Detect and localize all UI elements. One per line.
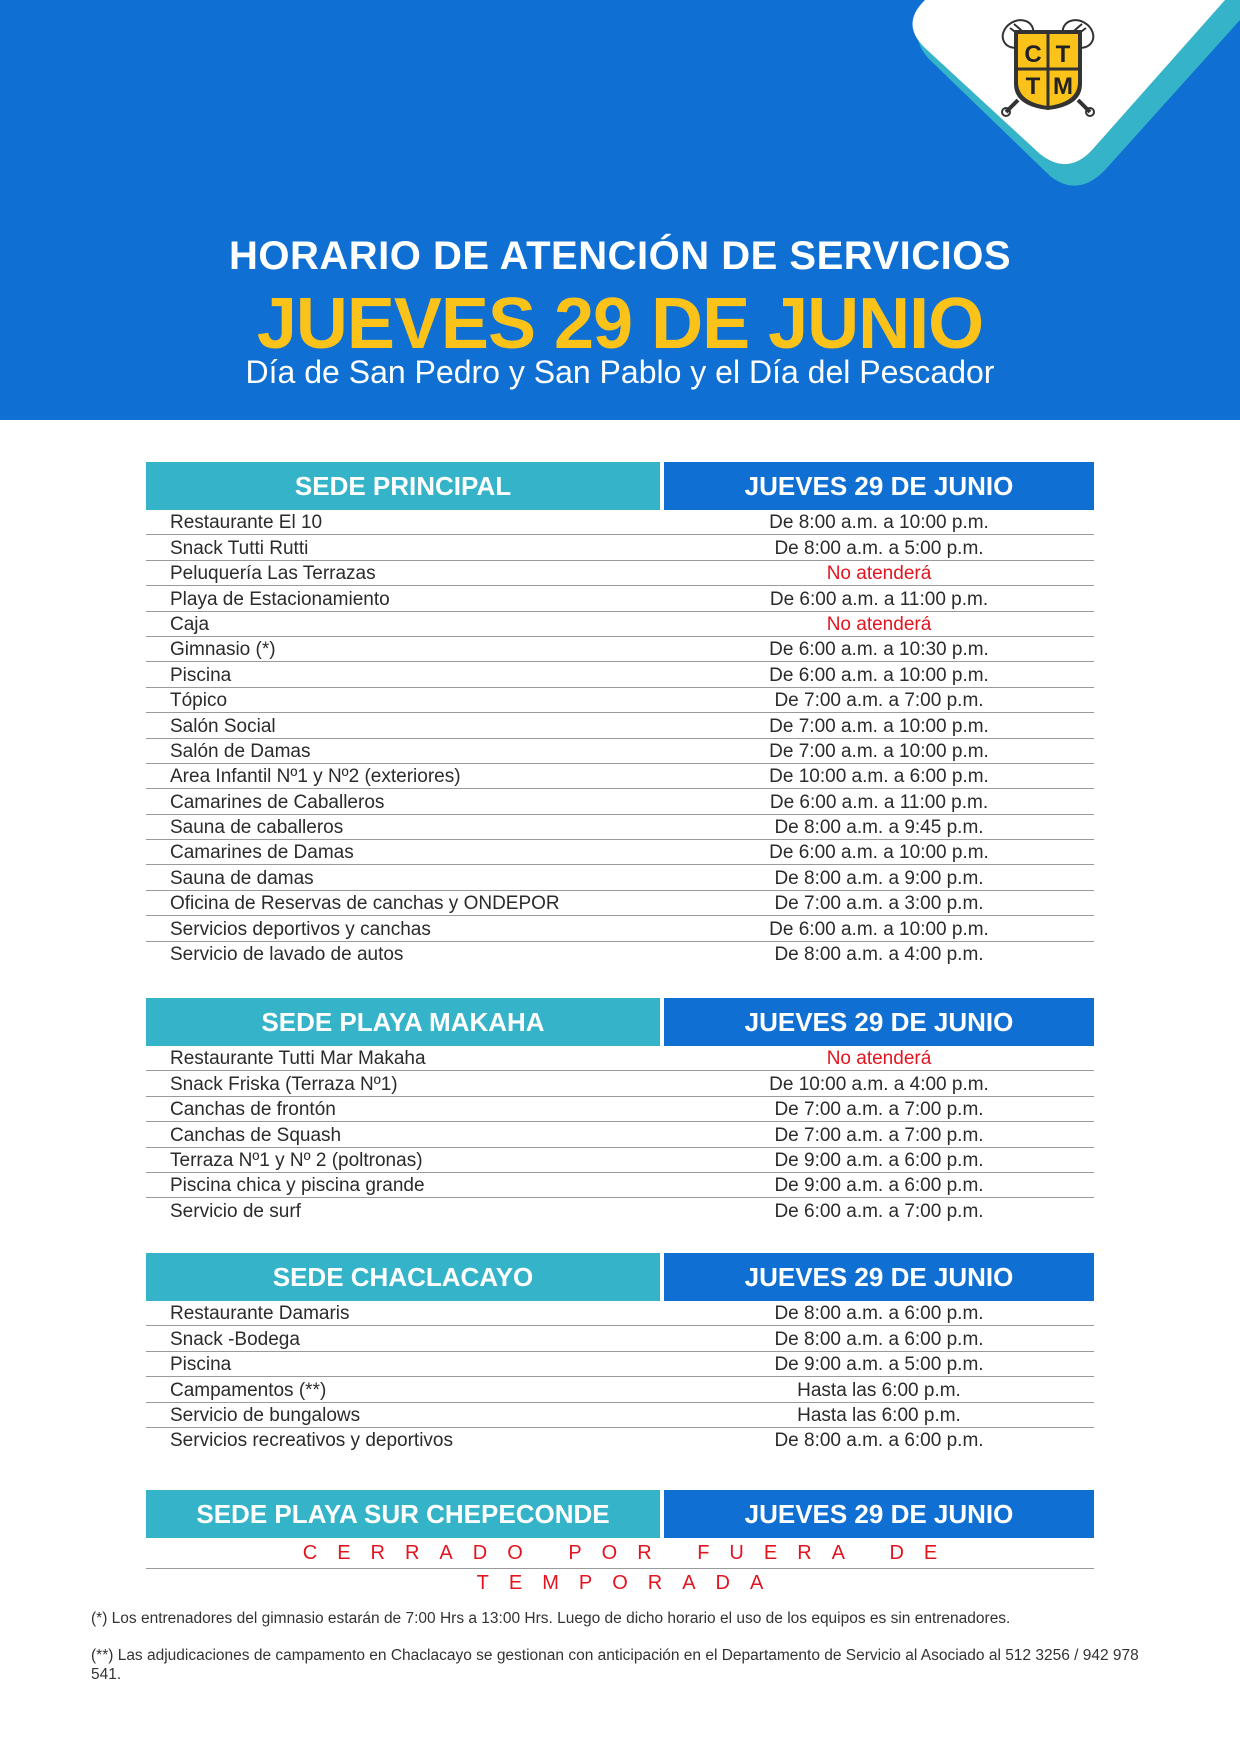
table-row <box>146 1097 1094 1122</box>
service-name: Salón de Damas <box>170 740 311 762</box>
section-name: SEDE CHACLACAYO <box>146 1253 660 1301</box>
service-hours: De 8:00 a.m. a 9:45 p.m. <box>774 817 984 839</box>
section-date: JUEVES 29 DE JUNIO <box>664 1253 1094 1301</box>
logo-letter: T <box>1025 73 1041 100</box>
table-row <box>146 739 1094 764</box>
table-row <box>146 840 1094 865</box>
service-name: Oficina de Reservas de canchas y ONDEPOR <box>170 893 560 915</box>
service-hours: De 7:00 a.m. a 7:00 p.m. <box>774 1099 984 1121</box>
service-hours: De 6:00 a.m. a 11:00 p.m. <box>769 791 989 813</box>
footnote-gimnasio: (*) Los entrenadores del gimnasio estarán de 7:00 Hrs a 13:00 Hrs. Luego de dicho horario el uso de los equipos es sin entrenadores. <box>91 1610 1011 1627</box>
service-name: Gimnasio (*) <box>170 639 276 661</box>
service-hours: De 6:00 a.m. a 10:00 p.m. <box>769 918 989 940</box>
section-sede-chaclacayo <box>146 1253 1094 1452</box>
service-hours: De 8:00 a.m. a 10:00 p.m. <box>769 512 989 534</box>
service-name: Piscina <box>170 664 232 686</box>
header-banner <box>0 0 1240 420</box>
service-hours: De 8:00 a.m. a 9:00 p.m. <box>774 867 984 889</box>
service-hours: De 9:00 a.m. a 6:00 p.m. <box>774 1149 984 1171</box>
service-name: Piscina <box>170 1354 232 1376</box>
service-hours: De 7:00 a.m. a 7:00 p.m. <box>774 690 984 712</box>
section-header <box>146 462 1094 510</box>
service-name: Canchas de Squash <box>170 1124 342 1146</box>
schedule-table <box>146 1046 1094 1223</box>
table-row <box>146 637 1094 662</box>
table-row <box>146 662 1094 687</box>
logo-letter: T <box>1055 41 1071 68</box>
service-name: Caja <box>170 613 210 635</box>
date-heading: JUEVES 29 DE JUNIO <box>256 284 984 364</box>
section-header <box>146 1253 1094 1301</box>
service-hours: De 8:00 a.m. a 6:00 p.m. <box>774 1303 984 1325</box>
table-row <box>146 535 1094 560</box>
service-name: Area Infantil Nº1 y Nº2 (exteriores) <box>170 766 461 788</box>
table-row <box>146 916 1094 941</box>
service-name: Sauna de caballeros <box>170 817 344 839</box>
service-hours: De 9:00 a.m. a 6:00 p.m. <box>774 1175 984 1197</box>
service-name: Playa de Estacionamiento <box>170 588 390 610</box>
table-row <box>146 1122 1094 1147</box>
service-hours: De 8:00 a.m. a 6:00 p.m. <box>774 1328 984 1350</box>
club-logo <box>996 14 1100 118</box>
service-hours: De 9:00 a.m. a 5:00 p.m. <box>774 1354 984 1376</box>
table-row <box>146 586 1094 611</box>
service-hours: De 7:00 a.m. a 10:00 p.m. <box>769 715 989 737</box>
service-hours: De 6:00 a.m. a 10:00 p.m. <box>769 664 989 686</box>
service-name: Peluquería Las Terrazas <box>170 563 376 585</box>
service-name: Restaurante El 10 <box>170 512 323 534</box>
service-name: Servicio de bungalows <box>170 1404 361 1426</box>
section-sede-principal <box>146 462 1094 966</box>
section-name: SEDE PRINCIPAL <box>146 462 660 510</box>
section-name: SEDE PLAYA MAKAHA <box>146 998 660 1046</box>
table-row <box>146 1428 1094 1452</box>
section-date: JUEVES 29 DE JUNIO <box>664 1490 1094 1538</box>
service-name: Canchas de frontón <box>170 1099 336 1121</box>
schedule-table <box>146 510 1094 966</box>
service-hours: De 7:00 a.m. a 10:00 p.m. <box>769 740 989 762</box>
service-name: Servicio de surf <box>170 1200 301 1222</box>
service-hours: De 10:00 a.m. a 4:00 p.m. <box>769 1073 989 1095</box>
service-name: Campamentos (**) <box>170 1379 327 1401</box>
schedule-table <box>146 1301 1094 1452</box>
table-row <box>146 815 1094 840</box>
section-date: JUEVES 29 DE JUNIO <box>664 462 1094 510</box>
service-hours: De 7:00 a.m. a 3:00 p.m. <box>774 893 984 915</box>
service-hours: De 6:00 a.m. a 10:30 p.m. <box>769 639 989 661</box>
service-hours: De 6:00 a.m. a 10:00 p.m. <box>769 842 989 864</box>
service-hours: De 8:00 a.m. a 6:00 p.m. <box>774 1430 984 1452</box>
section-sede-playa-sur-chepeconde <box>146 1490 1094 1594</box>
table-row <box>146 1173 1094 1198</box>
table-row <box>146 1148 1094 1173</box>
service-name: Terraza Nº1 y Nº 2 (poltronas) <box>170 1149 423 1171</box>
service-name: Restaurante Damaris <box>170 1303 350 1325</box>
service-name: Restaurante Tutti Mar Makaha <box>170 1048 426 1070</box>
table-row <box>146 1198 1094 1222</box>
service-hours: De 7:00 a.m. a 7:00 p.m. <box>774 1124 984 1146</box>
service-name: Sauna de damas <box>170 867 314 889</box>
service-hours: De 10:00 a.m. a 6:00 p.m. <box>769 766 989 788</box>
service-hours: De 8:00 a.m. a 4:00 p.m. <box>774 944 984 966</box>
table-row <box>146 891 1094 916</box>
section-name: SEDE PLAYA SUR CHEPECONDE <box>146 1490 660 1538</box>
table-row <box>146 764 1094 789</box>
table-row <box>146 865 1094 890</box>
table-row <box>146 1326 1094 1351</box>
table-row <box>146 561 1094 586</box>
service-hours: De 6:00 a.m. a 11:00 p.m. <box>769 588 989 610</box>
section-header <box>146 998 1094 1046</box>
service-name: Salón Social <box>170 715 276 737</box>
service-name: Snack Tutti Rutti <box>170 537 309 559</box>
service-name: Piscina chica y piscina grande <box>170 1175 425 1197</box>
table-row <box>146 1071 1094 1096</box>
service-name: Camarines de Caballeros <box>170 791 385 813</box>
service-hours: No atenderá <box>826 1048 932 1070</box>
table-row <box>146 1352 1094 1377</box>
table-row <box>146 713 1094 738</box>
logo-letter: C <box>1024 41 1042 68</box>
footnote-campamentos: (**) Las adjudicaciones de campamento en Chaclacayo se gestionan con anticipación en el Departamento de Servicio al Asociado al 512 3256 / 942 978 541. <box>91 1647 1139 1683</box>
table-row <box>146 1046 1094 1071</box>
closed-notice: CERRADO POR FUERA DE TEMPORADA <box>146 1538 1094 1569</box>
service-name: Camarines de Damas <box>170 842 354 864</box>
service-hours: No atenderá <box>826 613 932 635</box>
service-name: Servicios recreativos y deportivos <box>170 1430 453 1452</box>
table-row <box>146 1301 1094 1326</box>
service-hours: De 8:00 a.m. a 5:00 p.m. <box>774 537 984 559</box>
holiday-subtitle: Día de San Pedro y San Pablo y el Día del Pescador <box>245 354 995 390</box>
page-title: HORARIO DE ATENCIÓN DE SERVICIOS <box>228 234 1011 278</box>
service-name: Servicio de lavado de autos <box>170 944 404 966</box>
service-name: Snack -Bodega <box>170 1328 300 1350</box>
table-row <box>146 612 1094 637</box>
section-header <box>146 1490 1094 1538</box>
service-name: Tópico <box>170 690 228 712</box>
service-hours: De 6:00 a.m. a 7:00 p.m. <box>774 1200 984 1222</box>
table-row <box>146 688 1094 713</box>
service-hours: Hasta las 6:00 p.m. <box>797 1404 961 1426</box>
table-row <box>146 1377 1094 1402</box>
section-sede-playa-makaha <box>146 998 1094 1223</box>
table-row <box>146 942 1094 966</box>
table-row <box>146 1403 1094 1428</box>
section-date: JUEVES 29 DE JUNIO <box>664 998 1094 1046</box>
table-row <box>146 510 1094 535</box>
table-row <box>146 789 1094 814</box>
service-name: Snack Friska (Terraza Nº1) <box>170 1073 398 1095</box>
service-hours: No atenderá <box>826 563 932 585</box>
service-hours: Hasta las 6:00 p.m. <box>797 1379 961 1401</box>
service-name: Servicios deportivos y canchas <box>170 918 431 940</box>
logo-letter: M <box>1053 73 1073 100</box>
